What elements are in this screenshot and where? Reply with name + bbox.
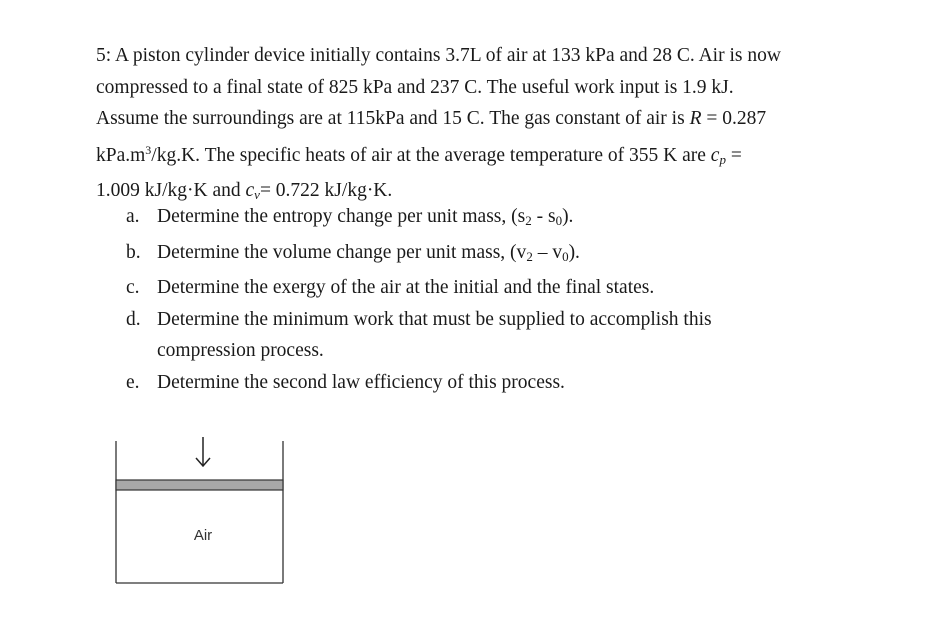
problem-line-1: 5: A piston cylinder device initially contains 3.7L of air at 133 kPa and 28 C. Air is now [96,45,781,66]
subscript: 2 [526,248,533,264]
subquestion-text: Determine the minimum work that must be supplied to accomplish this [157,308,712,330]
cp-value: 1.009 kJ/kg·K and [96,180,246,201]
subquestion-label: d. [126,308,141,330]
subquestion-label: b. [126,241,141,263]
text-part: - s [531,206,556,227]
text-part: Determine the entropy change per unit mass, (s [157,206,526,227]
problem-statement [96,40,856,211]
text-part: – v [532,241,563,263]
subquestion-b [126,237,826,273]
problem-line-3-text: Assume the surroundings are at 115kPa and 15 C. The gas constant of air is [96,108,690,129]
subquestion-e [126,367,826,399]
subscript: 2 [525,213,532,228]
subquestion-c [126,272,826,304]
gas-constant-symbol: R [689,108,702,129]
air-label: Air [193,527,213,544]
cp-subscript: p [719,151,726,167]
subquestion-text: Determine the exergy of the air at the initial and the final states. [157,277,655,298]
cv-symbol: c [245,180,255,201]
subquestion-label: a. [126,206,140,227]
subquestion-label: e. [126,371,140,393]
text-part: Determine the volume change per unit mass, (v [157,241,527,263]
text-part: ). [568,241,580,263]
problem-line-4-text: /kg.K. The specific heats of air at the average temperature of 355 K are [151,144,711,166]
units-kpa-m: kPa.m [96,144,146,166]
subscript: 0 [555,213,563,228]
gas-constant-value: = 0.287 [706,108,767,129]
subquestion-text [157,201,573,237]
cv-subscript: v [254,187,260,202]
cp-symbol: c [710,144,720,166]
text-part: ). [562,206,574,227]
cubed-superscript: 3 [145,142,152,157]
problem-line-3 [96,103,856,135]
subquestion-d-continuation: compression process. [157,340,324,361]
arrow-down-icon [196,437,210,466]
subquestion-a [126,201,826,237]
cv-value: = 0.722 kJ/kg·K. [259,180,393,201]
cp-equals: = [730,144,742,166]
subquestion-text [157,237,580,273]
piston [116,480,283,490]
subquestion-label: c. [126,277,140,298]
problem-line-2: compressed to a final state of 825 kPa and 237 C. The useful work input is 1.9 kJ. [96,76,734,98]
subscript: 0 [562,248,569,264]
problem-line-4 [96,135,856,176]
piston-cylinder-svg [110,425,295,595]
piston-cylinder-diagram [110,425,295,595]
subquestion-text: Determine the second law efficiency of this process. [157,371,565,393]
subquestion-d [126,304,826,336]
subquestion-list [126,201,826,398]
